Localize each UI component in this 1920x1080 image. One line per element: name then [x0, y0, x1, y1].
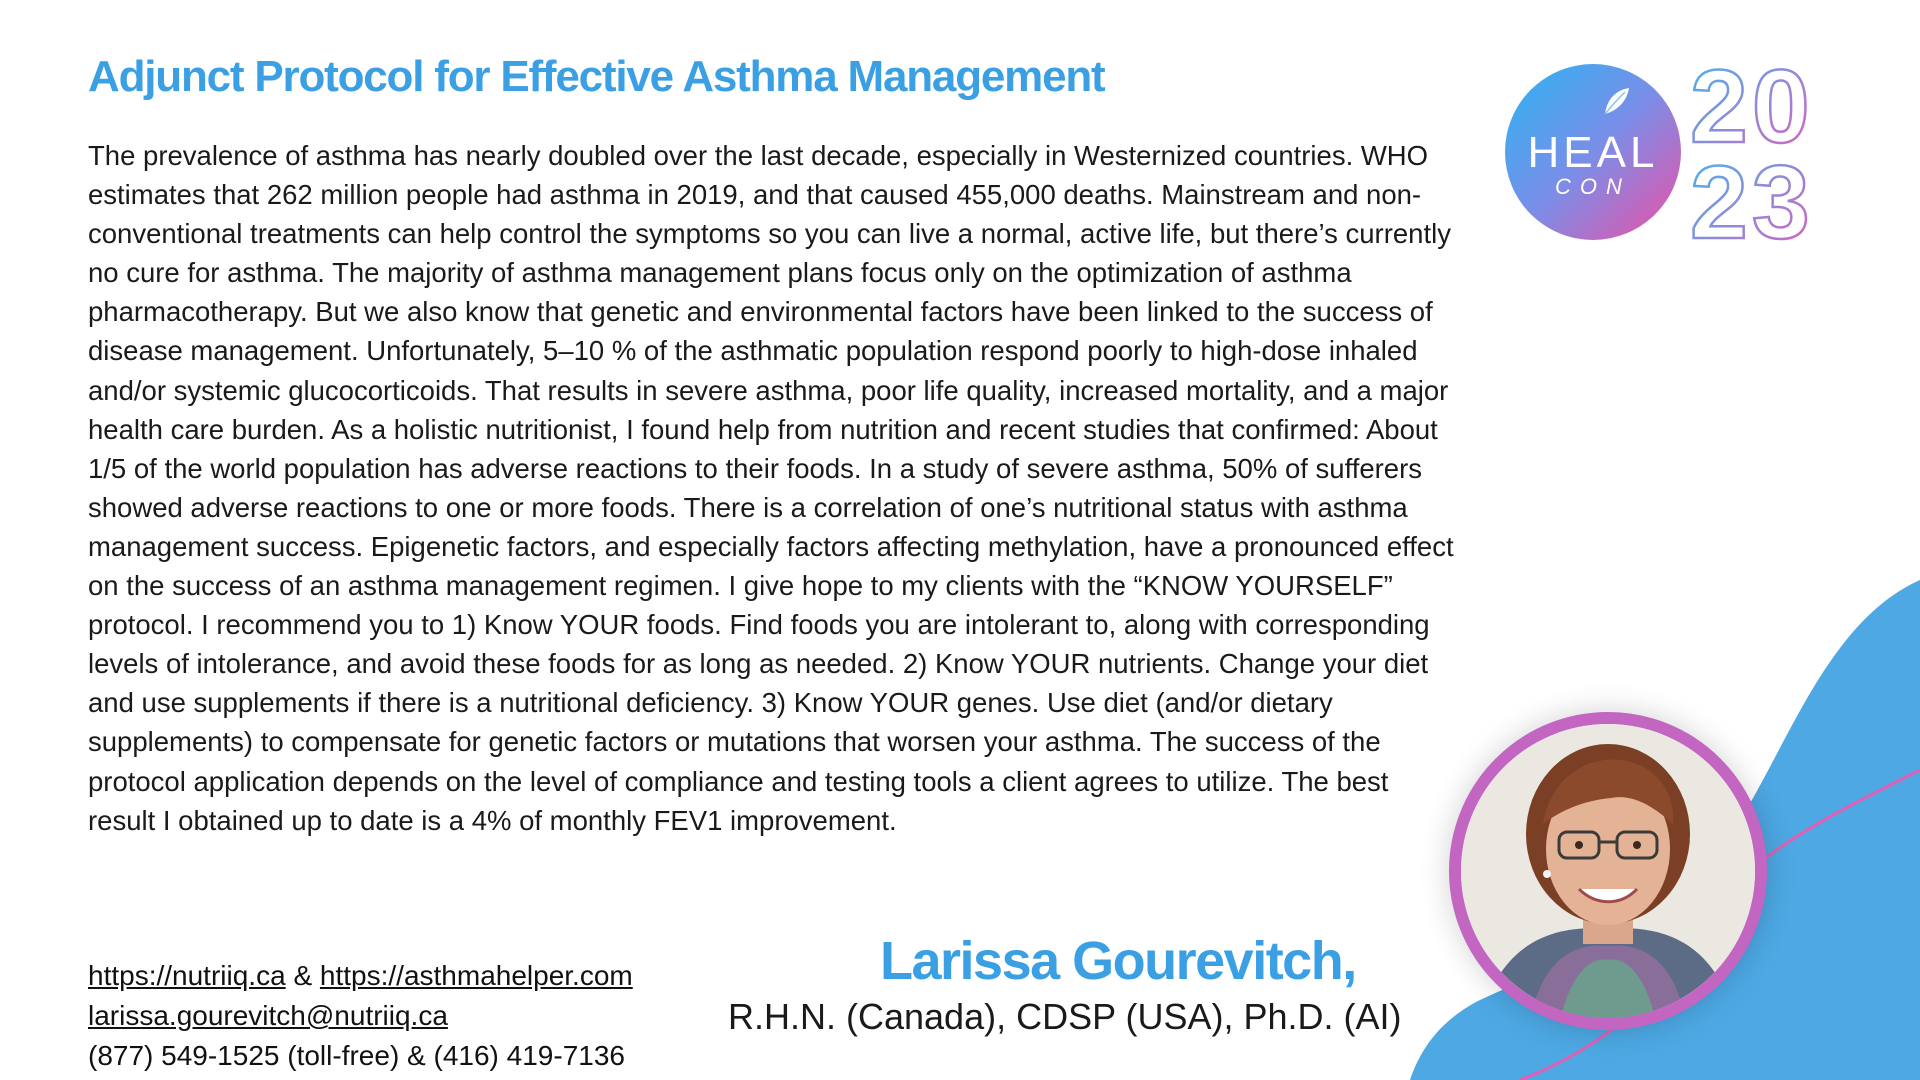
logo-year: [1690, 60, 1840, 250]
year-top: 20: [1690, 60, 1814, 165]
speaker-photo: [1449, 712, 1767, 1030]
portrait-illustration: [1461, 724, 1755, 1018]
healcon-logo: [1505, 64, 1681, 240]
speaker-credentials: R.H.N. (Canada), CDSP (USA), Ph.D. (AI): [728, 996, 1402, 1037]
link-separator: &: [293, 960, 313, 991]
logo-con-text: CON: [1555, 174, 1631, 199]
year-bottom: 23: [1690, 145, 1814, 250]
leaf-icon: [1603, 86, 1631, 116]
phone-numbers: (877) 549-1525 (toll-free) & (416) 419-7136: [88, 1040, 625, 1071]
speaker-name: Larissa Gourevitch,: [880, 931, 1356, 991]
website-links: [88, 956, 633, 996]
logo-heal-text: HEAL: [1527, 128, 1659, 177]
contact-block: [88, 956, 633, 1076]
asthmahelper-link[interactable]: https://asthmahelper.com: [319, 960, 633, 991]
email-link[interactable]: larissa.gourevitch@nutriiq.ca: [88, 1000, 448, 1031]
page-title: Adjunct Protocol for Effective Asthma Management: [88, 52, 1105, 101]
nutriiq-link[interactable]: https://nutriiq.ca: [88, 960, 286, 991]
abstract-text: The prevalence of asthma has nearly doubled over the last decade, especially in Westernized countries. WHO estimates that 262 million people had asthma in 2019, and that caused 455,000 deaths. Mainstream and non-conventional treatments can help control the symptoms so you can live a normal, active life, but there’s currently no cure for asthma. The majority of asthma management plans focus only on the optimization of asthma pharmacotherapy. But we also know that genetic and environmental factors have been linked to the success of disease management. Unfortunately, 5–10 % of the asthmatic population respond poorly to high-dose inhaled and/or systemic glucocorticoids. That results in severe asthma, poor life quality, increased mortality, and a major health care burden. As a holistic nutritionist, I found help from nutrition and recent studies that confirmed: About 1/5 of the world population has adverse reactions to their foods. In a study of severe asthma, 50% of sufferers showed adverse reactions to one or more foods. There is a correlation of one’s nutritional status with asthma management success. Epigenetic factors, and especially factors affecting methylation, have a pronounced effect on the success of an asthma management regimen. I give hope to my clients with the “KNOW YOURSELF” protocol. I recommend you to 1) Know YOUR foods. Find foods you are intolerant to, along with corresponding levels of intolerance, and avoid these foods for as long as needed. 2) Know YOUR nutrients. Change your diet and use supplements if there is a nutritional deficiency. 3) Know YOUR genes. Use diet (and/or dietary supplements) to compensate for genetic factors or mutations that worsen your asthma. The success of the protocol application depends on the level of compliance and testing tools a client agrees to utilize. The best result I obtained up to date is a 4% of monthly FEV1 improvement.: [88, 140, 1454, 836]
